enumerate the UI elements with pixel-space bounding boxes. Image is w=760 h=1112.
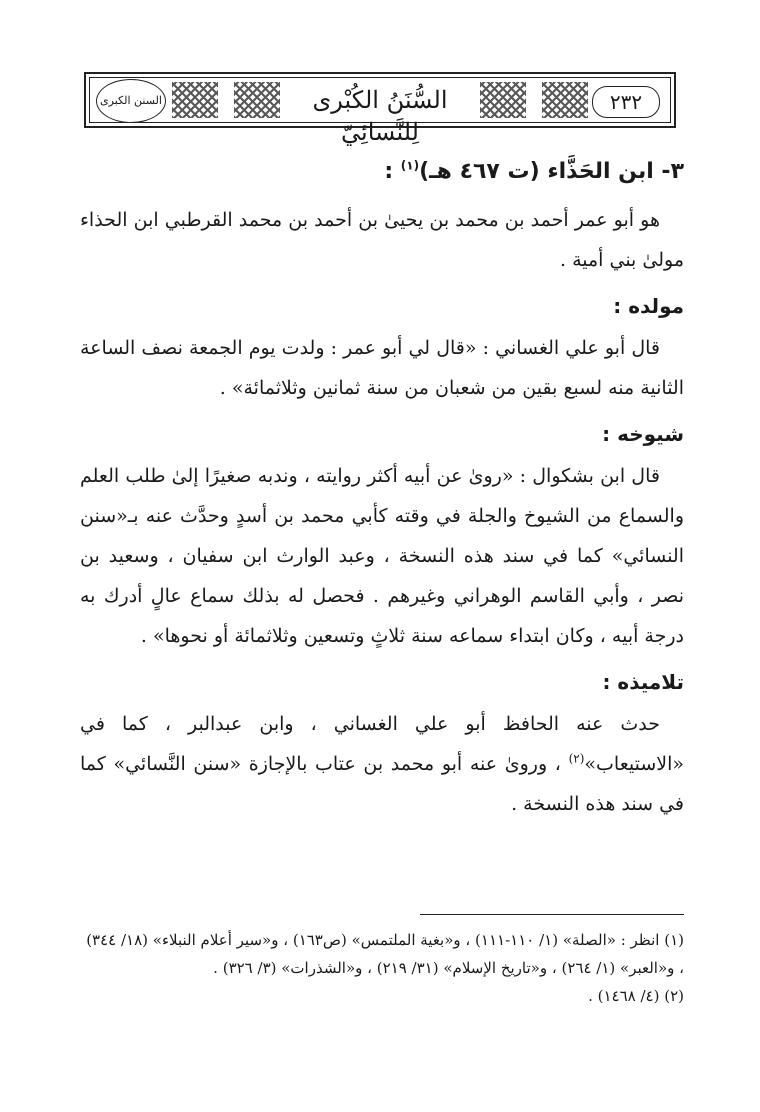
paragraph-students bbox=[80, 704, 684, 824]
students-text-a: حدث عنه الحافظ أبو علي الغساني ، وابن عبدالبر ، كما في «الاستيعاب» bbox=[80, 713, 684, 775]
footnote-divider bbox=[420, 914, 684, 915]
page-number: ٢٣٢ bbox=[592, 86, 660, 118]
header-title: السُّنَنُ الكُبْرى لِلنَّسائِيّ bbox=[312, 86, 448, 146]
subheading-birth: مولده : bbox=[613, 294, 684, 318]
paragraph-teachers: قال ابن بشكوال : «روىٰ عن أبيه أكثر روايته ، وندبه صغيرًا إلىٰ طلب العلم والسماع من الشيوخ والجلة في وقته كأبي محمد بن أسدٍ وحدَّث عنه بـ«سنن النسائي» كما في سند هذه النسخة ، وعبد الوارث ابن سفيان ، وسعيد بن نصر ، وأبي القاسم الوهراني وغيرهم . فحصل له بذلك سماع عالٍ أدرك به درجة أبيه ، وكان ابتداء سماعه سنة ثلاثٍ وتسعين وثلاثمائة أو نحوها» . bbox=[80, 465, 684, 647]
section-heading bbox=[80, 152, 684, 192]
footnote-1: (١) انظر : «الصلة» (١/ ١١٠-١١١) ، و«بغية الملتمس» (ص١٦٣) ، و«سير أعلام النبلاء» (١٨/ ٣٤٤) ، و«العبر» (١/ ٢٦٤) ، و«تاريخ الإسلام» (٣١/ ٢١٩) ، و«الشذرات» (٣/ ٣٢٦) . bbox=[86, 931, 684, 977]
ornament-icon bbox=[542, 82, 588, 118]
students-text-b: ، وروىٰ عنه أبو محمد بن عتاب بالإجازة «سنن النَّسائي» كما في سند هذه النسخة . bbox=[80, 753, 684, 815]
footnote-ref-2: (٢) bbox=[568, 751, 585, 766]
footnote-2: (٢) (٤/ ١٤٦٨) . bbox=[588, 987, 684, 1005]
paragraph-birth: قال أبو علي الغساني : «قال لي أبو عمر : ولدت يوم الجمعة نصف الساعة الثانية منه لسبع بقين من شعبان من سنة ثمانين وثلاثمائة» . bbox=[80, 337, 684, 399]
ornament-icon bbox=[480, 82, 526, 118]
heading-text: ٣- ابن الحَذَّاء (ت ٤٦٧ هـ) bbox=[419, 159, 684, 184]
subheading-teachers: شيوخه : bbox=[602, 422, 684, 446]
footnote-ref-1: (١) bbox=[400, 158, 420, 173]
subheading-students: تلاميذه : bbox=[602, 670, 684, 694]
running-header bbox=[84, 72, 676, 146]
header-seal-text: السنن الكبرى bbox=[100, 94, 162, 107]
ornament-icon bbox=[234, 82, 280, 118]
footnotes bbox=[80, 926, 684, 1010]
ornament-icon bbox=[172, 82, 218, 118]
intro-paragraph: هو أبو عمر أحمد بن محمد بن يحيىٰ بن أحمد بن محمد القرطبي ابن الحذاء مولىٰ بني أمية . bbox=[80, 209, 684, 271]
header-seal-logo bbox=[96, 79, 166, 123]
page-body bbox=[80, 152, 684, 824]
heading-trail: : bbox=[384, 159, 401, 184]
